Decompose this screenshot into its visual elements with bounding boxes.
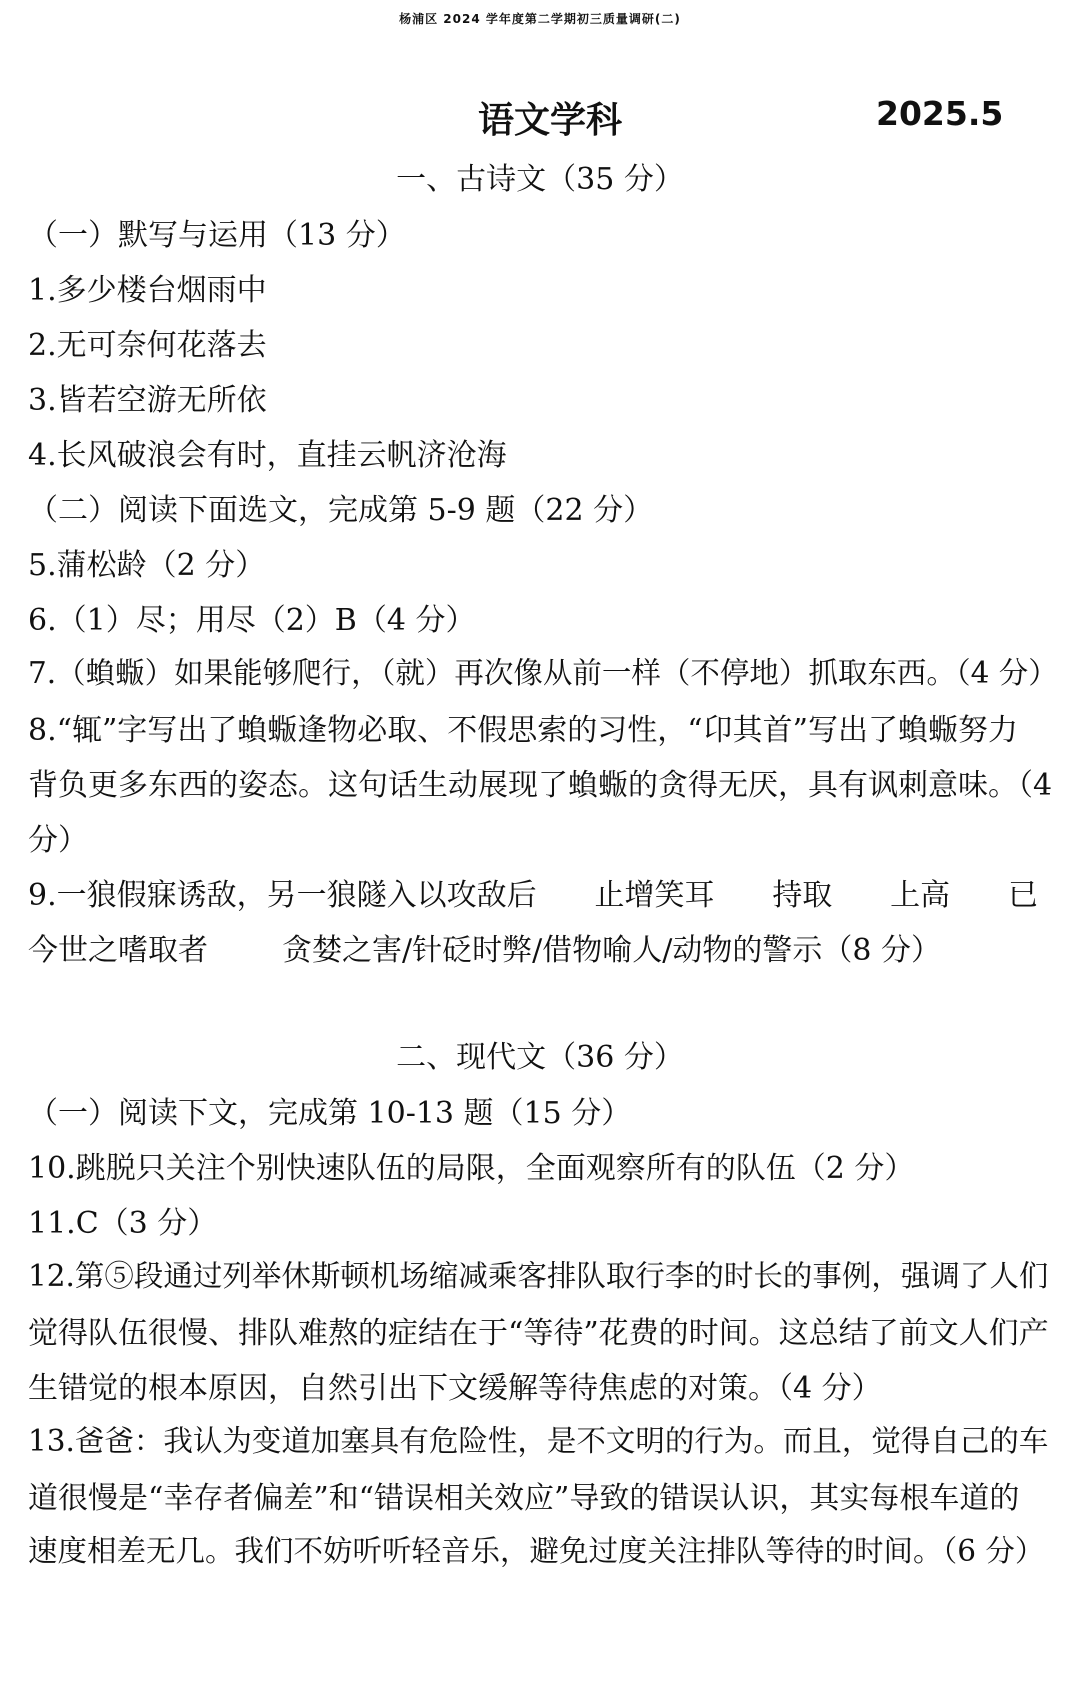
answer-q3: 3.皆若空游无所依 (28, 383, 267, 418)
section-heading-classical: 一、古诗文（35 分） (396, 162, 684, 197)
answer-q9-cell: 上高 (890, 878, 951, 913)
exam-date: 2025.5 (876, 94, 1004, 133)
answer-q12-line3: 生错觉的根本原因，自然引出下文缓解等待焦虑的对策。（4 分） (28, 1371, 882, 1406)
answer-q9-row2 (28, 925, 1038, 969)
answer-q9-cell: 9.一狼假寐诱敌，另一狼隧入以攻敌后 (28, 878, 537, 913)
answer-q13-line1: 13.爸爸：我认为变道加塞具有危险性，是不文明的行为。而且，觉得自己的车 (28, 1424, 1049, 1458)
answer-q8-line3: 分） (28, 823, 88, 858)
answer-q4: 4.长风破浪会有时，直挂云帆济沧海 (28, 438, 507, 473)
part-heading-reading: （二）阅读下面选文，完成第 5-9 题（22 分） (28, 493, 654, 528)
answer-q13-line2: 道很慢是“幸存者偏差”和“错误相关效应”导致的错误认识，其实每根车道的 (28, 1481, 1020, 1516)
answer-q9-cell: 贪婪之害/针砭时弊/借物喻人/动物的警示（8 分） (282, 933, 941, 968)
answer-q9-cell: 已 (1008, 878, 1038, 913)
answer-q9-cell: 今世之嗜取者 (28, 933, 208, 968)
answer-q2: 2.无可奈何花落去 (28, 328, 267, 363)
document-title: 杨浦区 2024 学年度第二学期初三质量调研(二) (399, 12, 681, 26)
subject-label: 语文学科 (478, 100, 623, 141)
answer-q5: 5.蒲松龄（2 分） (28, 548, 266, 583)
answer-q10: 10.跳脱只关注个别快速队伍的局限，全面观察所有的队伍（2 分） (28, 1151, 915, 1186)
part-heading-dictation: （一）默写与运用（13 分） (28, 218, 406, 253)
answer-q13-line3: 速度相差无几。我们不妨听听轻音乐，避免过度关注排队等待的时间。（6 分） (28, 1534, 1045, 1568)
answer-q8-line2: 背负更多东西的姿态。这句话生动展现了蝜蝂的贪得无厌，具有讽刺意味。（4 (28, 768, 1053, 803)
answer-q7: 7.（蝜蝂）如果能够爬行，（就）再次像从前一样（不停地）抓取东西。（4 分） (28, 656, 1058, 690)
answer-q12-line1: 12.第⑤段通过列举休斯顿机场缩减乘客排队取行李的时长的事例，强调了人们 (28, 1259, 1049, 1293)
part-heading-modern-reading: （一）阅读下文，完成第 10-13 题（15 分） (28, 1096, 632, 1131)
answer-q6: 6.（1）尽；用尽（2）B（4 分） (28, 603, 476, 638)
answer-q9-cell: 持取 (772, 878, 833, 913)
answer-q9-cell: 止增笑耳 (594, 878, 715, 913)
section-heading-modern: 二、现代文（36 分） (396, 1040, 684, 1075)
answer-q8-line1: 8.“辄”字写出了蝜蝂逢物必取、不假思索的习性，“卬其首”写出了蝜蝂努力 (28, 713, 1018, 748)
answer-q11: 11.C（3 分） (28, 1206, 218, 1241)
answer-q1: 1.多少楼台烟雨中 (28, 273, 267, 308)
answer-q9-row1 (28, 870, 1038, 914)
answer-q12-line2: 觉得队伍很慢、排队难熬的症结在于“等待”花费的时间。这总结了前文人们产 (28, 1316, 1049, 1351)
